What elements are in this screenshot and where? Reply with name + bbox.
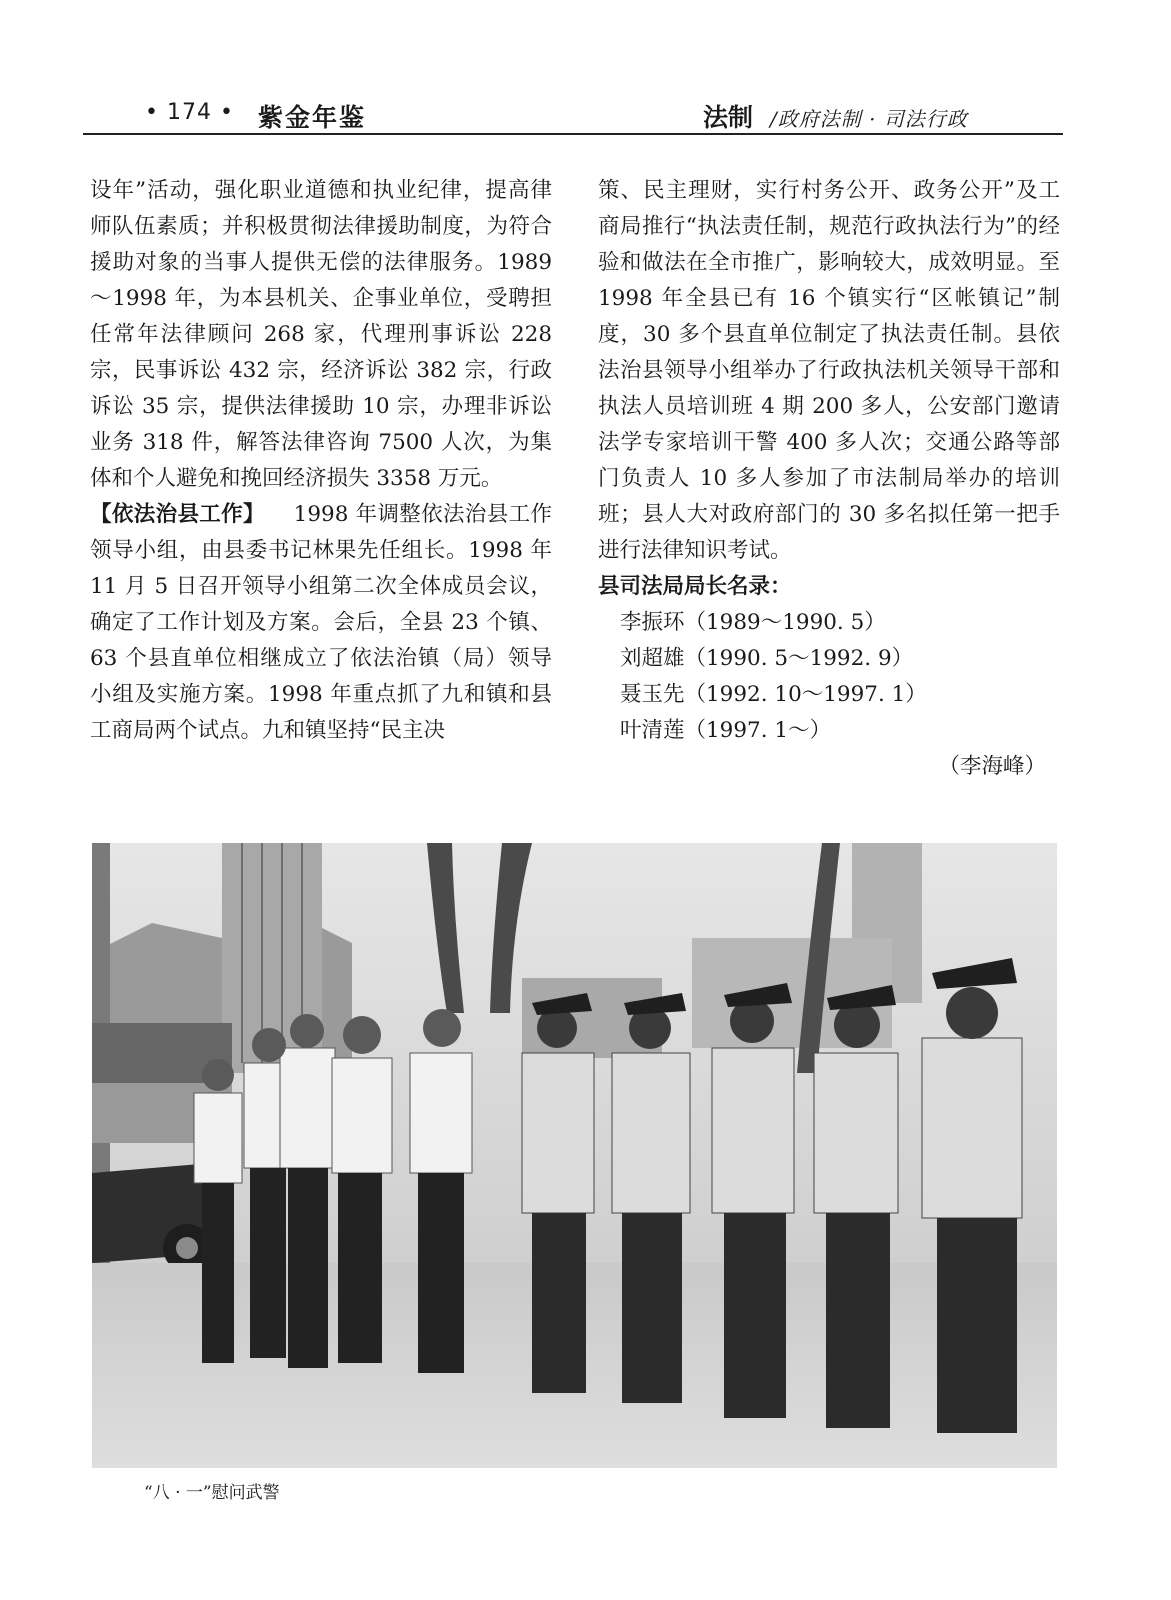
list-item: 聂玉先（1992. 10～1997. 1） [620,682,927,707]
author-credit: （李海峰） [938,754,1046,779]
list-item: 叶清莲（1997. 1～） [620,718,832,743]
paragraph [90,497,552,749]
directors-list [598,605,1060,749]
section-title: 法制 [703,103,754,132]
list-item: 李振环（1989～1990. 5） [620,610,886,635]
page-header [0,0,1171,140]
page-number: • 174 • [145,100,234,125]
header-rule [83,133,1063,135]
photo-caption: “八 · 一”慰问武警 [144,1483,280,1503]
left-column [90,173,552,749]
section-heading: 【依法治县工作】 [90,502,265,527]
paragraph: 策、民主理财，实行村务公开、政务公开”及工商局推行“执法责任制，规范行政执法行为”的经验和做法在全市推广，影响较大，成效明显。至 1998 年全县已有 16 个镇实行“区帐镇记”制度，30 多个县直单位制定了执法责任制。县依法治县领导小组举办了行政执法机关领导干部和执法人员培训班 4 期 200 多人，公安部门邀请法学专家培训干警 400 多人次；交通公路等部门负责人 10 多人参加了市法制局举办的培训班；县人大对政府部门的 30 多名拟任第一把手进行法律知识考试。 [598,178,1060,563]
directors-title: 县司法局局长名录： [598,574,792,599]
photo-illustration [92,843,1057,1468]
photo [92,843,1057,1468]
list-item: 刘超雄（1990. 5～1992. 9） [620,646,914,671]
book-title: 紫金年鉴 [258,103,367,132]
paragraph-text: 1998 年调整依法治县工作领导小组，由县委书记林果先任组长。1998 年 11 月 5 日召开领导小组第二次全体成员会议，确定了工作计划及方案。会后，全县 23 个镇、63 个县直单位相继成立了依法治镇（局）领导小组及实施方案。1998 年重点抓了九和镇和县工商局两个试点。九和镇坚持“民主决 [90,502,552,743]
paragraph: 设年”活动，强化职业道德和执业纪律，提高律师队伍素质；并积极贯彻法律援助制度，为符合援助对象的当事人提供无偿的法律服务。1989～1998 年，为本县机关、企事业单位，受聘担任常年法律顾问 268 家，代理刑事诉讼 228 宗，民事诉讼 432 宗，经济诉讼 382 宗，行政诉讼 35 宗，提供法律援助 10 宗，办理非诉讼业务 318 件，解答法律咨询 7500 人次，为集体和个人避免和挽回经济损失 3358 万元。 [90,178,552,491]
right-column [598,173,1060,785]
subsection-title: /政府法制 · 司法行政 [770,107,968,131]
